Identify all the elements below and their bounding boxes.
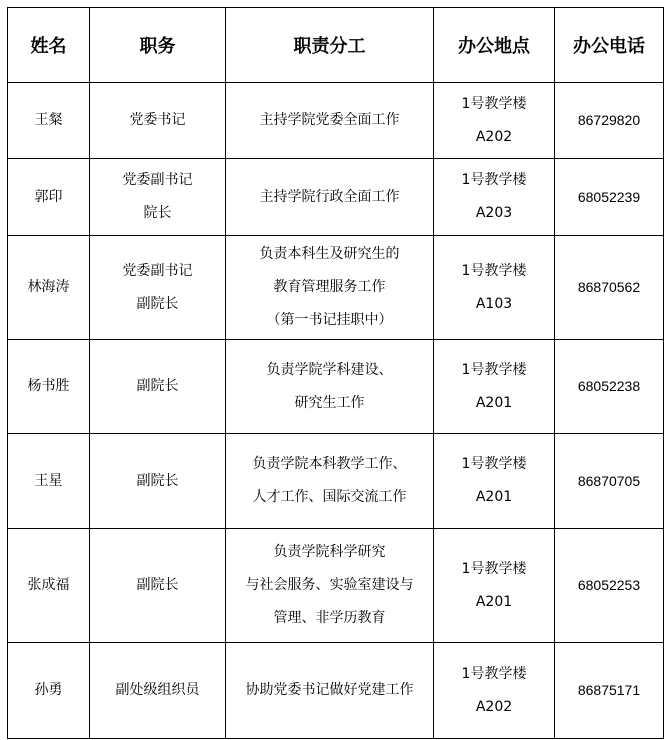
cell-duties: 负责学院学科建设、 研究生工作 — [226, 340, 434, 434]
cell-position: 副院长 — [90, 529, 226, 643]
cell-duties: 负责本科生及研究生的 教育管理服务工作 （第一书记挂职中） — [226, 236, 434, 340]
cell-phone: 68052239 — [555, 159, 664, 236]
cell-name: 王粲 — [8, 83, 90, 159]
table-row — [8, 159, 664, 236]
header-row — [8, 8, 664, 83]
header-name: 姓名 — [8, 8, 90, 83]
cell-name: 张成福 — [8, 529, 90, 643]
table-row — [8, 434, 664, 529]
table-row — [8, 236, 664, 340]
cell-position: 党委副书记 院长 — [90, 159, 226, 236]
cell-name: 孙勇 — [8, 643, 90, 739]
cell-position: 副院长 — [90, 340, 226, 434]
cell-phone: 68052238 — [555, 340, 664, 434]
cell-name: 杨书胜 — [8, 340, 90, 434]
cell-phone: 68052253 — [555, 529, 664, 643]
cell-location: 1号教学楼 A201 — [434, 434, 555, 529]
cell-location: 1号教学楼 A203 — [434, 159, 555, 236]
cell-duties: 主持学院行政全面工作 — [226, 159, 434, 236]
cell-location: 1号教学楼 A201 — [434, 529, 555, 643]
table-row — [8, 643, 664, 739]
cell-location: 1号教学楼 A201 — [434, 340, 555, 434]
table-row — [8, 340, 664, 434]
header-phone: 办公电话 — [555, 8, 664, 83]
cell-phone: 86875171 — [555, 643, 664, 739]
cell-location: 1号教学楼 A202 — [434, 83, 555, 159]
cell-duties: 协助党委书记做好党建工作 — [226, 643, 434, 739]
table-row — [8, 83, 664, 159]
header-duties: 职责分工 — [226, 8, 434, 83]
header-location: 办公地点 — [434, 8, 555, 83]
cell-phone: 86870562 — [555, 236, 664, 340]
cell-location: 1号教学楼 A202 — [434, 643, 555, 739]
cell-location: 1号教学楼 A103 — [434, 236, 555, 340]
cell-position: 党委书记 — [90, 83, 226, 159]
cell-duties: 负责学院本科教学工作、 人才工作、国际交流工作 — [226, 434, 434, 529]
cell-name: 林海涛 — [8, 236, 90, 340]
cell-phone: 86870705 — [555, 434, 664, 529]
staff-table — [7, 7, 664, 739]
cell-name: 王星 — [8, 434, 90, 529]
cell-phone: 86729820 — [555, 83, 664, 159]
table-row — [8, 529, 664, 643]
cell-position: 副院长 — [90, 434, 226, 529]
cell-position: 党委副书记 副院长 — [90, 236, 226, 340]
header-position: 职务 — [90, 8, 226, 83]
cell-position: 副处级组织员 — [90, 643, 226, 739]
cell-name: 郭印 — [8, 159, 90, 236]
cell-duties: 负责学院科学研究 与社会服务、实验室建设与 管理、非学历教育 — [226, 529, 434, 643]
cell-duties: 主持学院党委全面工作 — [226, 83, 434, 159]
